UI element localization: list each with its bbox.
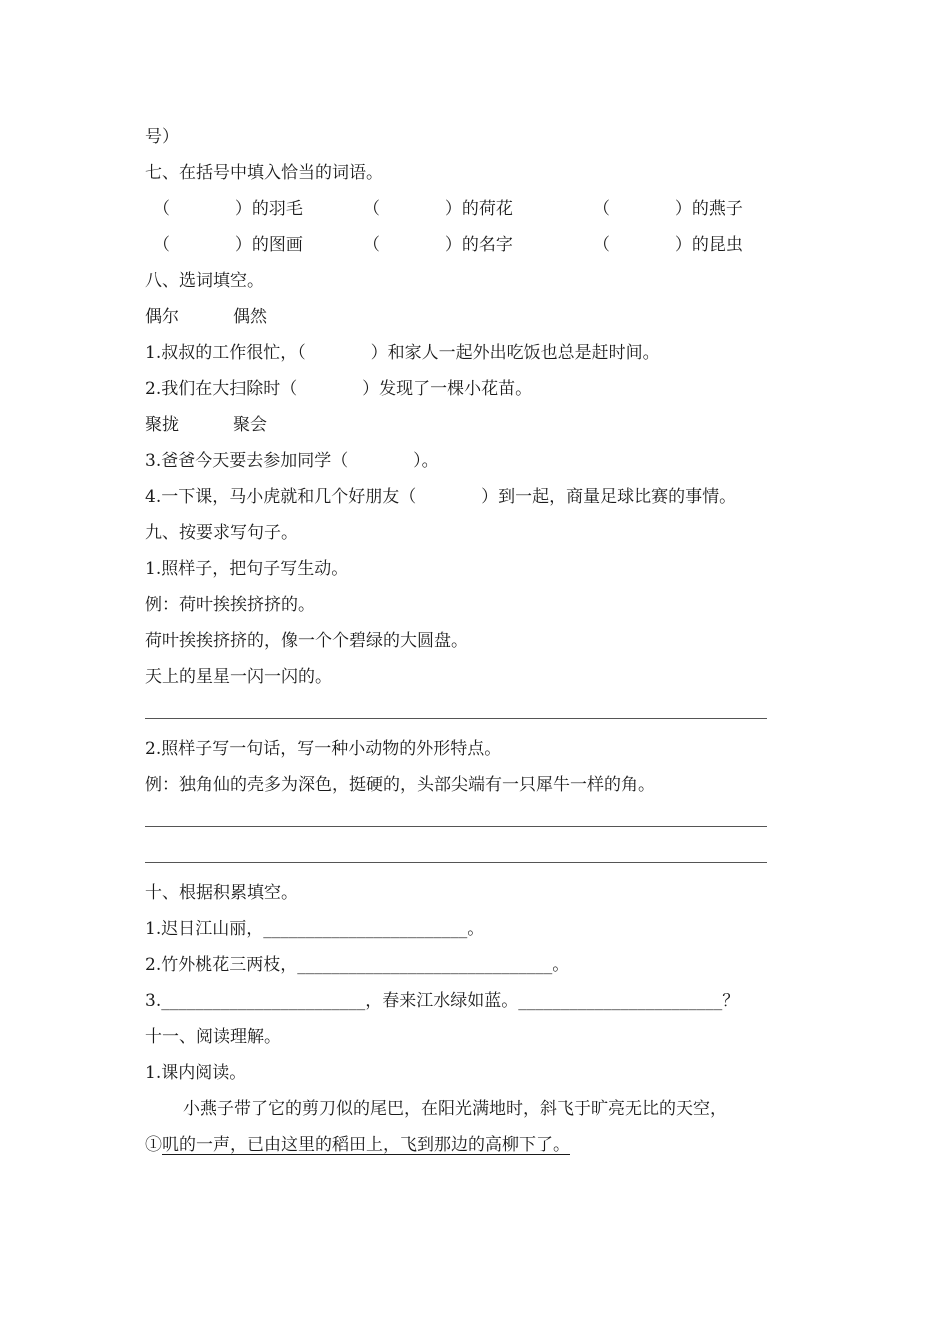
question-10-3[interactable]: 3.________________________，春来江水绿如蓝。________________________？: [145, 991, 740, 1011]
circled-number-1: ①: [145, 1135, 162, 1155]
question-8-1[interactable]: 1.叔叔的工作很忙，（ ）和家人一起外出吃饭也总是赶时间。: [145, 343, 660, 363]
question-9-1: 1.照样子，把句子写生动。: [145, 559, 349, 579]
fill-row-1: [145, 198, 825, 220]
section-11-heading: 十一、阅读理解。: [145, 1027, 281, 1047]
section-7-heading: 七、在括号中填入恰当的词语。: [145, 163, 383, 183]
example-2: 例：独角仙的壳多为深色，挺硬的，头部尖端有一只犀牛一样的角。: [145, 775, 655, 795]
question-10-1[interactable]: 1.迟日江山丽，________________________。: [145, 919, 485, 939]
question-8-3[interactable]: 3.爸爸今天要去参加同学（ ）。: [145, 451, 439, 471]
underlined-sentence-1: 叽的一声，已由这里的稻田上，飞到那边的高柳下了。: [162, 1135, 570, 1155]
question-10-2[interactable]: 2.竹外桃花三两枝，______________________________。: [145, 955, 570, 975]
fragment-text: 号）: [145, 127, 179, 147]
question-8-2[interactable]: 2.我们在大扫除时（ ）发现了一棵小花苗。: [145, 379, 533, 399]
answer-line[interactable]: [145, 718, 767, 719]
answer-line[interactable]: [145, 862, 767, 863]
example-1: 例：荷叶挨挨挤挤的。: [145, 595, 315, 615]
fill-item[interactable]: （ ）的燕子: [593, 199, 743, 219]
section-8-heading: 八、选词填空。: [145, 271, 264, 291]
question-11-1: 1.课内阅读。: [145, 1063, 247, 1083]
fill-item[interactable]: （ ）的羽毛: [153, 199, 303, 219]
fill-item[interactable]: （ ）的图画: [153, 235, 303, 255]
reading-paragraph: 小燕子带了它的剪刀似的尾巴，在阳光满地时，斜飞于旷亮无比的天空，: [183, 1099, 727, 1119]
fill-item[interactable]: （ ）的名字: [363, 235, 513, 255]
reading-paragraph-line2: [145, 1134, 570, 1156]
example-1-answer: 荷叶挨挨挤挤的，像一个个碧绿的大圆盘。: [145, 631, 468, 651]
section-10-heading: 十、根据积累填空。: [145, 883, 298, 903]
fill-item[interactable]: （ ）的荷花: [363, 199, 513, 219]
word-pair-1: 偶尔 偶然: [145, 307, 268, 327]
fill-row-2: [145, 234, 825, 256]
section-9-heading: 九、按要求写句子。: [145, 523, 298, 543]
fill-item[interactable]: （ ）的昆虫: [593, 235, 743, 255]
question-9-2: 2.照样子写一句话，写一种小动物的外形特点。: [145, 739, 502, 759]
question-9-1-sentence: 天上的星星一闪一闪的。: [145, 667, 332, 687]
question-8-4[interactable]: 4.一下课，马小虎就和几个好朋友（ ）到一起，商量足球比赛的事情。: [145, 487, 737, 507]
answer-line[interactable]: [145, 826, 767, 827]
word-pair-2: 聚拢 聚会: [145, 415, 268, 435]
